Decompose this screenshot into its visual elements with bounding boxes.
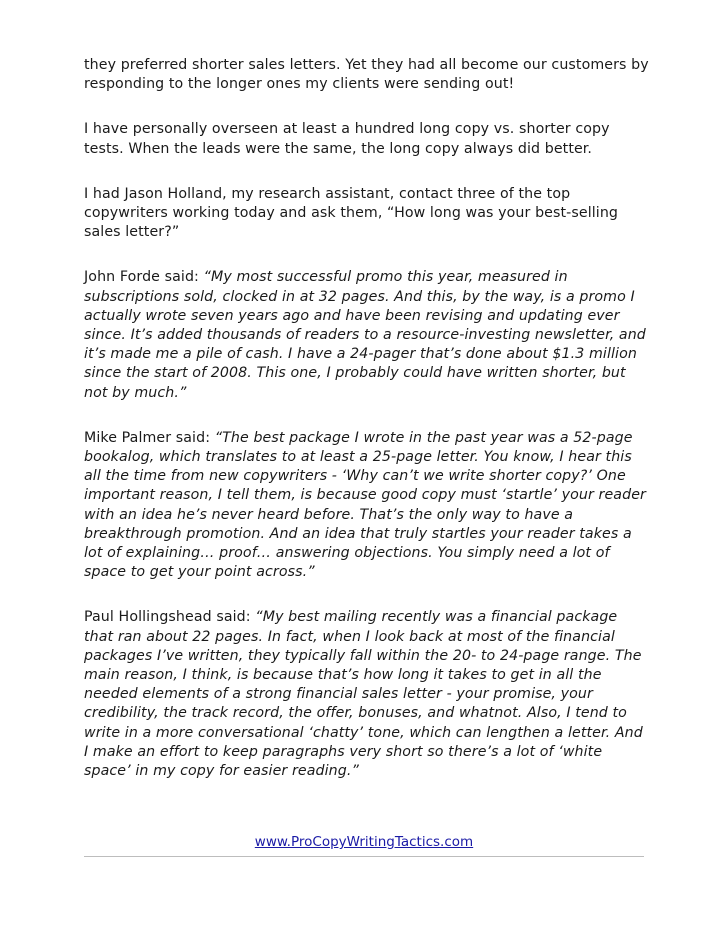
paragraph-shorter-letters: they preferred shorter sales letters. Yet they had all become our customers by responding to the longer ones my clients were sending out! <box>84 57 649 93</box>
footer-divider <box>84 856 644 857</box>
speaker-john-forde: John Forde said: <box>84 269 204 286</box>
footer-website-link[interactable]: www.ProCopyWritingTactics.com <box>254 834 474 850</box>
speaker-mike-palmer: Mike Palmer said: <box>84 429 215 446</box>
paragraph-john-forde <box>84 268 650 402</box>
quote-paul-hollingshead: “My best mailing recently was a financial package that ran about 22 pages. In fact, when I look back at most of the financial packages I’ve written, they typically fall within the 20- to 24-page range. The main reason, I think, is because that’s how long it takes to get in all the needed elements of a strong financial sales letter - your promise, your credibility, the track record, the offer, bonuses, and whatnot. Also, I tend to write in a more conversational ‘chatty’ tone, which can lengthen a letter. And I make an effort to keep paragraphs very short so there’s a lot of ‘white space’ in my copy for easier reading.” <box>84 609 643 780</box>
speaker-paul-hollingshead: Paul Hollingshead said: <box>84 609 256 626</box>
document-body <box>84 56 650 807</box>
page-footer <box>84 834 644 850</box>
quote-mike-palmer: “The best package I wrote in the past year was a 52-page bookalog, which translates to at least a 25-page letter. You know, I hear this all the time from new copywriters - ‘Why can’t we write shorter copy?’ One important reason, I tell them, is because good copy must ‘startle’ your reader with an idea he’s never heard before. That’s the only way to have a breakthrough promotion. And an idea that truly startles your reader takes a lot of explaining… proof… answering objections. You simply need a lot of space to get your point across.” <box>84 429 646 581</box>
paragraph-mike-palmer <box>84 429 650 583</box>
paragraph-research-assistant: I had Jason Holland, my research assistant, contact three of the top copywriters working today and ask them, “How long was your best-selling sales letter?” <box>84 185 619 241</box>
quote-john-forde: “My most successful promo this year, measured in subscriptions sold, clocked in at 32 pages. And this, by the way, is a promo I actually wrote seven years ago and have been revising and updating ever since. It’s added thousands of readers to a resource-investing newsletter, and it’s made me a pile of cash. I have a 24-pager that’s done about $1.3 million since the start of 2008. This one, I probably could have written shorter, but not by much.” <box>84 269 646 401</box>
paragraph-paul-hollingshead <box>84 608 650 781</box>
paragraph-copy-tests: I have personally overseen at least a hundred long copy vs. shorter copy tests. When the leads were the same, the long copy always did better. <box>84 121 610 157</box>
